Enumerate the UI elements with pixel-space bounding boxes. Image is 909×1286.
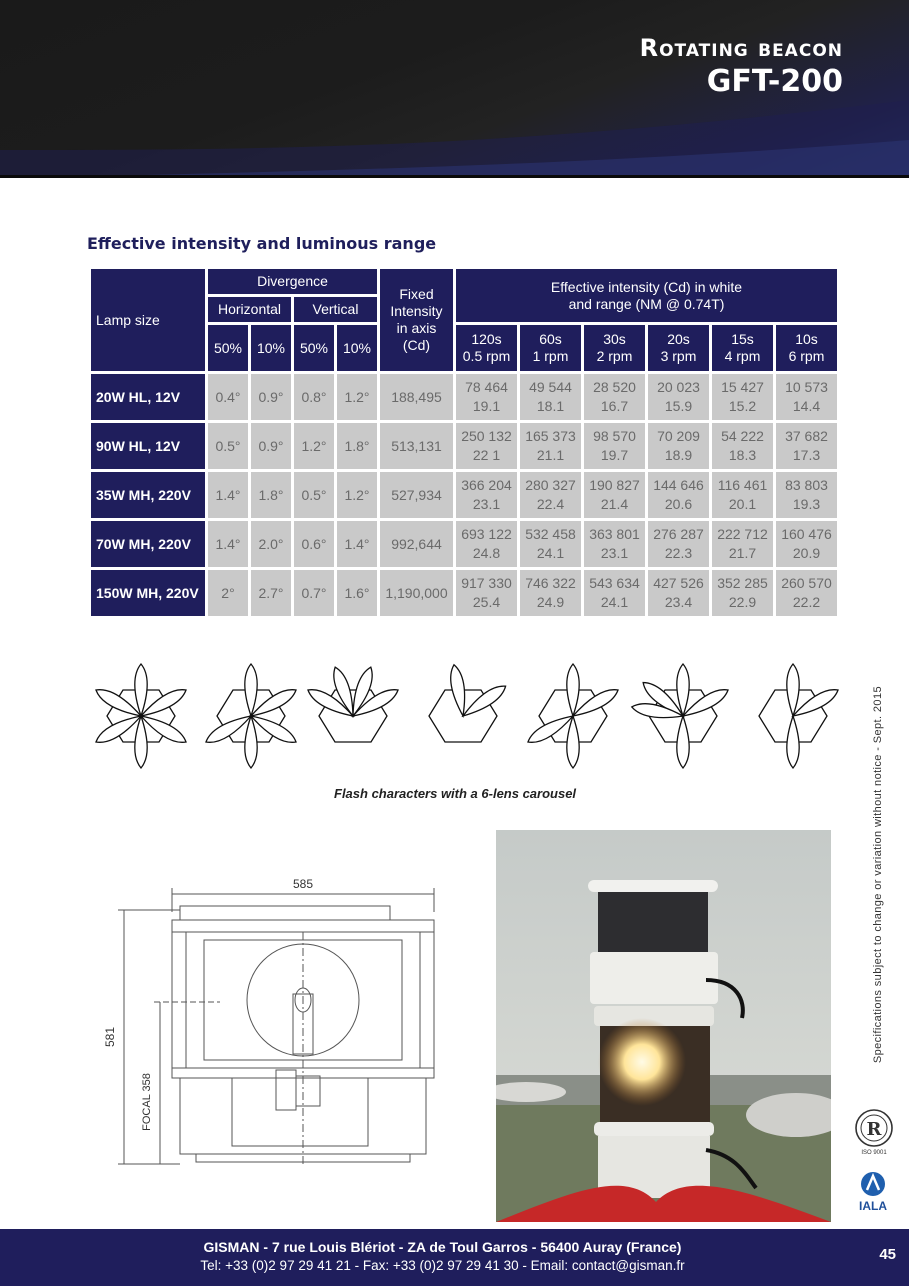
- nm-value: 19.7: [600, 447, 629, 463]
- lamp-size-cell: 20W HL, 12V: [91, 374, 205, 420]
- intensity-range-table: [88, 266, 840, 619]
- flash-diagram-4-flashes: [305, 665, 401, 742]
- fixed-intensity-header: [380, 269, 453, 371]
- effective-cell: [520, 423, 581, 469]
- effective-cell: [712, 521, 773, 567]
- nm-value: 18.1: [536, 398, 565, 414]
- effective-cell: [584, 374, 645, 420]
- flash-diagram-5-flashes: [203, 664, 299, 768]
- period-line2: 1 rpm: [532, 348, 569, 364]
- nm-value: 22.4: [536, 496, 565, 512]
- period-line1: 10s: [795, 331, 818, 347]
- fixed-intensity-cell: 1,190,000: [380, 570, 453, 616]
- flash-characters-diagrams: [88, 658, 848, 776]
- cd-value: 54 222: [721, 428, 764, 444]
- fixed-intensity-label: Fixed Intensity in axis (Cd): [390, 286, 443, 353]
- cd-value: 20 023: [657, 379, 700, 395]
- cd-value: 116 461: [717, 477, 768, 493]
- nm-value: 15.9: [664, 398, 693, 414]
- nm-value: 19.1: [472, 398, 501, 414]
- h10-cell: 2.7°: [251, 570, 291, 616]
- cd-value: 363 801: [589, 526, 640, 542]
- period-line2: 3 rpm: [660, 348, 697, 364]
- lamp-size-cell: 35W MH, 220V: [91, 472, 205, 518]
- pct-header-h10: 10%: [251, 325, 291, 371]
- fixed-intensity-cell: 992,644: [380, 521, 453, 567]
- period-header: [648, 325, 709, 371]
- flash-diagram-4b-flashes: [525, 664, 621, 768]
- footer-contact: Tel: +33 (0)2 97 29 41 21 - Fax: +33 (0)2 97 29 41 30 - Email: contact@gisman.fr: [200, 1258, 685, 1273]
- vertical-header: Vertical: [294, 297, 377, 322]
- effective-cell: [648, 570, 709, 616]
- cd-value: 70 209: [657, 428, 700, 444]
- effective-cell: [712, 570, 773, 616]
- header-divider: [0, 175, 909, 178]
- nm-value: 24.8: [472, 545, 501, 561]
- pct-header-v10: 10%: [337, 325, 377, 371]
- period-line2: 4 rpm: [724, 348, 761, 364]
- v10-cell: 1.2°: [337, 472, 377, 518]
- nm-value: 22.3: [664, 545, 693, 561]
- iala-logo-text: IALA: [859, 1199, 887, 1213]
- fixed-intensity-cell: 513,131: [380, 423, 453, 469]
- effective-cell: [648, 423, 709, 469]
- h10-cell: 1.8°: [251, 472, 291, 518]
- nm-value: 19.3: [792, 496, 821, 512]
- v10-cell: 1.2°: [337, 374, 377, 420]
- table-row: [91, 570, 837, 616]
- svg-text:R: R: [866, 1119, 882, 1140]
- period-line1: 120s: [471, 331, 502, 347]
- period-line2: 0.5 rpm: [462, 348, 511, 364]
- cd-value: 78 464: [465, 379, 508, 395]
- flash-caption: Flash characters with a 6-lens carousel: [334, 786, 577, 801]
- nm-value: 24.1: [536, 545, 565, 561]
- period-header: [456, 325, 517, 371]
- v50-cell: 0.8°: [294, 374, 334, 420]
- product-category-title: Rotating beacon: [639, 34, 843, 62]
- effective-intensity-line2: and range (NM @ 0.74T): [568, 295, 725, 312]
- flash-diagram-2-flashes: [429, 664, 509, 742]
- table-row: [91, 472, 837, 518]
- effective-cell: [584, 521, 645, 567]
- nm-value: 22.2: [792, 594, 821, 610]
- effective-cell: [520, 521, 581, 567]
- iso-certification-logo: [852, 1106, 896, 1158]
- cd-value: 280 327: [525, 477, 576, 493]
- v50-cell: 0.5°: [294, 472, 334, 518]
- h50-cell: 1.4°: [208, 472, 248, 518]
- nm-value: 17.3: [792, 447, 821, 463]
- table-row: [91, 521, 837, 567]
- pct-header-h50: 50%: [208, 325, 248, 371]
- cd-value: 276 287: [653, 526, 704, 542]
- effective-cell: [776, 521, 837, 567]
- effective-cell: [456, 521, 517, 567]
- height-dimension-label: 581: [103, 1026, 117, 1048]
- effective-intensity-header: [456, 269, 837, 322]
- v10-cell: 1.6°: [337, 570, 377, 616]
- cd-value: 190 827: [589, 477, 640, 493]
- cd-value: 49 544: [529, 379, 572, 395]
- effective-cell: [456, 472, 517, 518]
- technical-drawing: [100, 872, 450, 1172]
- nm-value: 23.4: [664, 594, 693, 610]
- cd-value: 83 803: [785, 477, 828, 493]
- effective-cell: [712, 374, 773, 420]
- nm-value: 16.7: [600, 398, 629, 414]
- cd-value: 144 646: [653, 477, 704, 493]
- period-line2: 6 rpm: [788, 348, 825, 364]
- lamp-size-cell: 70W MH, 220V: [91, 521, 205, 567]
- period-header: [584, 325, 645, 371]
- cd-value: 28 520: [593, 379, 636, 395]
- effective-cell: [584, 423, 645, 469]
- effective-cell: [712, 472, 773, 518]
- nm-value: 23.1: [472, 496, 501, 512]
- cd-value: 260 570: [781, 575, 832, 591]
- cd-value: 352 285: [717, 575, 768, 591]
- cd-value: 222 712: [717, 526, 768, 542]
- effective-intensity-line1: Effective intensity (Cd) in white: [550, 278, 743, 295]
- lamp-size-cell: 150W MH, 220V: [91, 570, 205, 616]
- cd-value: 693 122: [461, 526, 512, 542]
- h50-cell: 0.5°: [208, 423, 248, 469]
- v10-cell: 1.4°: [337, 521, 377, 567]
- nm-value: 22.9: [728, 594, 757, 610]
- cd-value: 10 573: [785, 379, 828, 395]
- h50-cell: 0.4°: [208, 374, 248, 420]
- divergence-header: Divergence: [208, 269, 377, 294]
- effective-cell: [456, 423, 517, 469]
- specifications-note: Specifications subject to change or variation without notice - Sept. 2015: [872, 686, 884, 1064]
- nm-value: 24.9: [536, 594, 565, 610]
- effective-cell: [584, 472, 645, 518]
- cd-value: 917 330: [461, 575, 512, 591]
- page-number: 45: [879, 1246, 896, 1263]
- effective-cell: [456, 374, 517, 420]
- nm-value: 21.4: [600, 496, 629, 512]
- product-model-title: GFT-200: [706, 64, 843, 99]
- cd-value: 15 427: [721, 379, 764, 395]
- effective-cell: [584, 570, 645, 616]
- nm-value: 21.7: [728, 545, 757, 561]
- effective-cell: [776, 423, 837, 469]
- cd-value: 98 570: [593, 428, 636, 444]
- nm-value: 21.1: [536, 447, 565, 463]
- effective-cell: [520, 374, 581, 420]
- period-line1: 20s: [667, 331, 690, 347]
- nm-value: 25.4: [472, 594, 501, 610]
- table-row: [91, 423, 837, 469]
- h10-cell: 0.9°: [251, 374, 291, 420]
- fixed-intensity-cell: 527,934: [380, 472, 453, 518]
- nm-value: 18.3: [728, 447, 757, 463]
- footer-address: GISMAN - 7 rue Louis Blériot - ZA de Toul Garros - 56400 Auray (France): [203, 1239, 682, 1255]
- effective-cell: [776, 374, 837, 420]
- cd-value: 532 458: [525, 526, 576, 542]
- fixed-intensity-cell: 188,495: [380, 374, 453, 420]
- width-dimension-label: 585: [292, 877, 314, 891]
- cd-value: 165 373: [525, 428, 576, 444]
- h10-cell: 0.9°: [251, 423, 291, 469]
- cd-value: 543 634: [589, 575, 640, 591]
- page-footer: [0, 1229, 909, 1286]
- period-header: [712, 325, 773, 371]
- nm-value: 22 1: [472, 447, 501, 463]
- effective-cell: [648, 472, 709, 518]
- flash-diagram-3-flashes: [759, 664, 841, 768]
- nm-value: 20.6: [664, 496, 693, 512]
- period-header: [776, 325, 837, 371]
- nm-value: 23.1: [600, 545, 629, 561]
- nm-value: 24.1: [600, 594, 629, 610]
- iso-caption: ISO 9001: [861, 1150, 887, 1156]
- cd-value: 37 682: [785, 428, 828, 444]
- nm-value: 20.9: [792, 545, 821, 561]
- flash-diagram-5b-flashes: [631, 664, 731, 768]
- v50-cell: 0.7°: [294, 570, 334, 616]
- cd-value: 160 476: [781, 526, 832, 542]
- nm-value: 20.1: [728, 496, 757, 512]
- h50-cell: 1.4°: [208, 521, 248, 567]
- effective-cell: [648, 374, 709, 420]
- cd-value: 366 204: [461, 477, 512, 493]
- v10-cell: 1.8°: [337, 423, 377, 469]
- beacon-photo: [496, 830, 831, 1222]
- effective-cell: [776, 570, 837, 616]
- cd-value: 250 132: [461, 428, 512, 444]
- nm-value: 18.9: [664, 447, 693, 463]
- table-row: [91, 374, 837, 420]
- horizontal-header: Horizontal: [208, 297, 291, 322]
- effective-cell: [456, 570, 517, 616]
- period-line1: 15s: [731, 331, 754, 347]
- lamp-size-header: Lamp size: [91, 269, 205, 371]
- h10-cell: 2.0°: [251, 521, 291, 567]
- effective-cell: [776, 472, 837, 518]
- nm-value: 15.2: [728, 398, 757, 414]
- flash-diagram-6-flashes: [93, 664, 189, 768]
- effective-cell: [712, 423, 773, 469]
- nm-value: 14.4: [792, 398, 821, 414]
- period-header: [520, 325, 581, 371]
- effective-cell: [520, 570, 581, 616]
- section-title: Effective intensity and luminous range: [87, 234, 437, 253]
- cd-value: 746 322: [525, 575, 576, 591]
- effective-cell: [648, 521, 709, 567]
- effective-cell: [520, 472, 581, 518]
- v50-cell: 1.2°: [294, 423, 334, 469]
- h50-cell: 2°: [208, 570, 248, 616]
- period-line1: 30s: [603, 331, 626, 347]
- period-line2: 2 rpm: [596, 348, 633, 364]
- cd-value: 427 526: [653, 575, 704, 591]
- page-header: [0, 0, 909, 178]
- period-line1: 60s: [539, 331, 562, 347]
- v50-cell: 0.6°: [294, 521, 334, 567]
- focal-dimension-label: FOCAL 358: [141, 1073, 153, 1131]
- pct-header-v50: 50%: [294, 325, 334, 371]
- lamp-size-cell: 90W HL, 12V: [91, 423, 205, 469]
